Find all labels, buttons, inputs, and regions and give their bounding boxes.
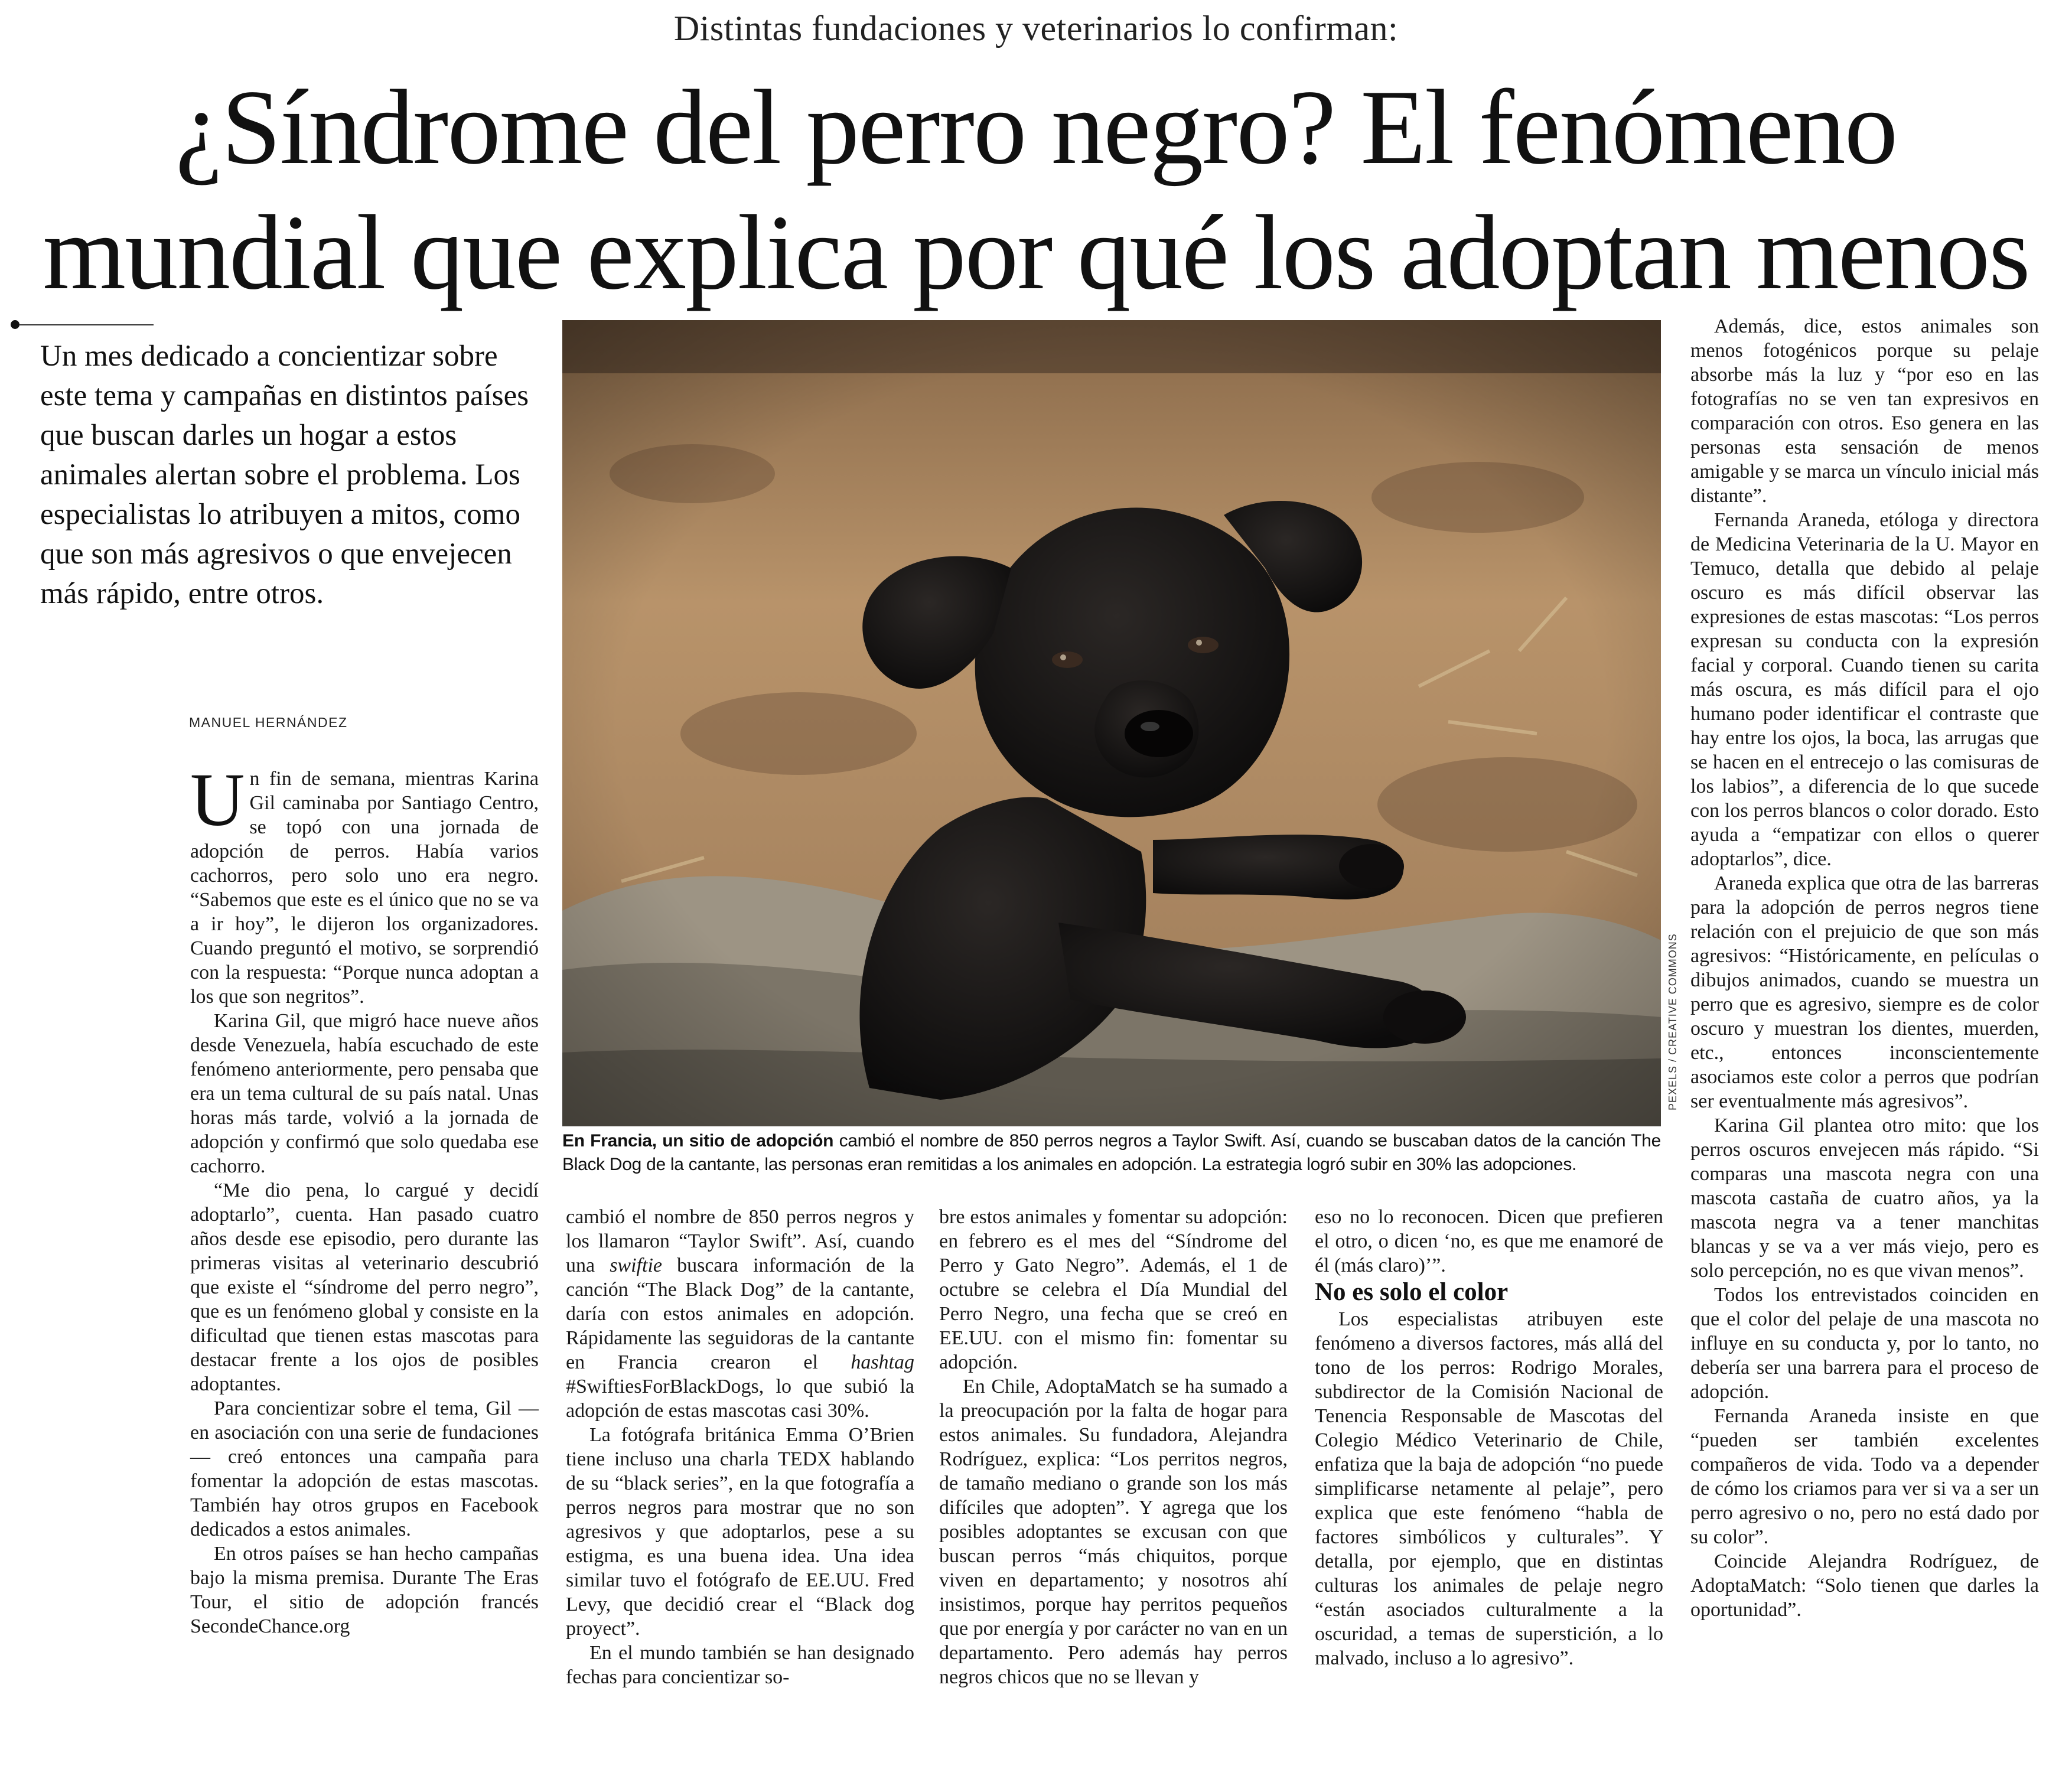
body-paragraph: En otros países se han hecho campañas bajo la misma premisa. Durante The Eras Tour, el sitio de adopción francés SecondeChance.org <box>190 1543 539 1637</box>
emphasis: hashtag <box>851 1351 914 1373</box>
headline-line-2: mundial que explica por qué los adoptan menos <box>43 194 2029 312</box>
drop-cap: U <box>190 758 245 842</box>
body-column-1 <box>190 758 539 1638</box>
paragraph-text: #SwiftiesForBlackDogs, lo que subió la adopción de estas mascotas casi 30%. <box>566 1376 914 1422</box>
body-paragraph: Karina Gil, que migró hace nueve años desde Venezuela, había escuchado de este fenómeno anteriormente, pero pensaba que era un tema cultural de su país natal. Unas horas más tarde, volvió a la jornada de adopción y confirmó que solo quedaba ese cachorro. <box>190 1010 539 1177</box>
body-paragraph: eso no lo reconocen. Dicen que prefieren el otro, o dicen ‘no, es que me enamoré de él (más claro)’”. <box>1315 1206 1663 1276</box>
body-paragraph: “Me dio pena, lo cargué y decidí adoptarlo”, cuenta. Han pasado cuatro años desde ese episodio, pero durante las primeras visitas al veterinario descubrió que existe el “síndrome del perro negro”, que es un fenómeno global y consiste en la dificultad que tienen estas mascotas para destacar frente a los ojos de posibles adoptantes. <box>190 1180 539 1395</box>
body-column-5 <box>1690 314 2039 1622</box>
body-column-3 <box>939 1205 1288 1689</box>
body-paragraph: En el mundo también se han designado fechas para concientizar so- <box>566 1642 914 1688</box>
body-paragraph: Además, dice, estos animales son menos fotogénicos porque su pelaje absorbe más la luz y “por eso en las fotografías no se ven tan expresivos en comparación con otros. Eso genera en las personas esta sensación de menos amigable y se marca un vínculo inicial más distante”. <box>1690 315 2039 507</box>
body-paragraph: Fernanda Araneda, etóloga y directora de Medicina Veterinaria de la U. Mayor en Temuco, detalla que debido al pelaje oscuro es más difícil observar las expresiones de estas mascotas: “Los perros expresan su conducta con la expresión facial y corporal. Cuando tienen su carita más oscura, es más difícil para el ojo humano poder identificar el contraste que hay entre los ojos, la boca, las arrugas que se hacen en el entrecejo o las comisuras de los labios”, a diferencia de lo que sucede con los perros blancos o color dorado. Esto ayuda a “empatizar con ellos o querer adoptarlos”, dice. <box>1690 509 2039 870</box>
headline <box>0 65 2072 315</box>
lede-text: Un mes dedicado a concientizar sobre este tema y campañas en distintos países que buscan darles un hogar a estos animales alertan sobre el problema. Los especialistas lo atribuyen a mitos, como que son más agresivos o que envejecen más rápido, entre otros. <box>40 340 529 610</box>
photo-caption <box>562 1129 1661 1177</box>
caption-text: cambió el nombre de 850 perros negros a Taylor Swift. Así, cuando se buscaban datos de la canción The Black Dog de la cantante, las personas eran remitidas a los animales en adopción. La estrategia logró subir en 30% las adopciones. <box>562 1131 1661 1174</box>
body-paragraph: Araneda explica que otra de las barreras para la adopción de perros negros tiene relación con el prejuicio de que son más agresivos: “Históricamente, en películas o dibujos animados, cuando se muestra un perro que es agresivo, siempre es de color oscuro y muestran los dientes, muerden, etc., entonces inconscientemente asociamos este color a perros que podrían ser eventualmente más agresivos”. <box>1690 872 2039 1112</box>
body-paragraph: Fernanda Araneda insiste en que “pueden ser también excelentes compañeros de vida. Todo va a depender de cómo los criamos para ver si va a ser un perro agresivo o no, pero no está dado por su color”. <box>1690 1405 2039 1548</box>
body-paragraph: Coincide Alejandra Rodríguez, de AdoptaMatch: “Solo tienen que darles la oportunidad”. <box>1690 1550 2039 1621</box>
body-paragraph: bre estos animales y fomentar su adopción: en febrero es el mes del “Síndrome del Perro y Gato Negro”. Además, el 1 de octubre se celebra el Día Mundial del Perro Negro, una fecha que se creó en EE.UU. con el mismo fin: fomentar su adopción. <box>939 1206 1288 1373</box>
lede-rule <box>11 319 144 331</box>
caption-lead: En Francia, un sitio de adopción <box>562 1131 834 1151</box>
photo-credit-text: PEXELS / CREATIVE COMMONS <box>1667 933 1679 1110</box>
paragraph-text: n fin de semana, mientras Karina Gil caminaba por Santiago Centro, se topó con una jornada de adopción de perros. Había varios cachorros, pero solo uno era negro. “Sabemos que este es el único que no se va a ir hoy”, le dijeron los organizadores. Cuando preguntó el motivo, se sorprendió con la respuesta: “Porque nunca adoptan a los que son negritos”. <box>190 768 539 1008</box>
subheading: No es solo el color <box>1315 1278 1509 1306</box>
body-column-2 <box>566 1205 914 1689</box>
body-paragraph: Para concientizar sobre el tema, Gil —en asociación con una serie de fundaciones— creó entonces una campaña para fomentar la adopción de estas mascotas. También hay otros grupos en Facebook dedicados a estos animales. <box>190 1397 539 1540</box>
paragraph-text: buscara información de la canción “The Black Dog” de la cantante, daría con estos animales en adopción. Rápidamente las seguidoras de la cantante en Francia crearon el <box>566 1255 915 1373</box>
bullet-dot-icon <box>11 320 19 329</box>
byline: MANUEL HERNÁNDEZ <box>189 715 348 730</box>
body-paragraph: La fotógrafa británica Emma O’Brien tiene incluso una charla TEDX hablando de su “black series”, en la que fotografía a perros negros para mostrar que no son agresivos y que adoptarlos, pese a su estigma, es una buena idea. Una idea similar tuvo el fotógrafo de EE.UU. Fred Levy, que decidió crear el “Black dog proyect”. <box>566 1424 914 1640</box>
dog-photo <box>562 320 1661 1126</box>
body-paragraph: Todos los entrevistados coinciden en que el color del pelaje de una mascota no influye en su conducta y, por lo tanto, no debería ser una barrera para el proceso de adopción. <box>1690 1284 2039 1403</box>
paragraph-text: cambió el nombre de 850 perros negros y los llamaron “Taylor Swift”. Así, cuando una <box>566 1206 914 1276</box>
body-paragraph: Karina Gil plantea otro mito: que los perros oscuros envejecen más rápido. “Si comparas una mascota negra con una mascota castaña de cuatro años, ya la mascota negra va a tener manchitas blancas y se va a ver más viejo, pero es solo percepción, no es que vivan menos”. <box>1690 1115 2039 1282</box>
kicker: Distintas fundaciones y veterinarios lo confirman: <box>673 9 1399 48</box>
lede <box>40 337 548 614</box>
body-paragraph <box>566 1205 914 1423</box>
body-column-4 <box>1315 1205 1663 1670</box>
divider <box>19 324 154 325</box>
emphasis: swiftie <box>610 1255 662 1276</box>
body-paragraph <box>190 758 539 1009</box>
body-paragraph: Los especialistas atribuyen este fenómeno a diversos factores, más allá del tono de los perros: Rodrigo Morales, subdirector de la Comisión Nacional de Tenencia Responsable de Mascotas del Colegio Médico Veterinario de Chile, enfatiza que la baja de adopción “no puede simplificarse netamente al pelaje”, pero explica que este fenómeno “habla de factores simbólicos y culturales”. Y detalla, por ejemplo, que en distintas culturas los animales de pelaje negro “están asociados culturalmente a la oscuridad, a temas de superstición, a lo malvado, incluso a lo agresivo”. <box>1315 1308 1663 1669</box>
headline-line-1: ¿Síndrome del perro negro? El fenómeno <box>175 69 1897 187</box>
black-puppy-illustration <box>562 320 1661 1126</box>
body-paragraph: En Chile, AdoptaMatch se ha sumado a la preocupación por la falta de hogar para estos animales. Su fundadora, Alejandra Rodríguez, explica: “Los perritos negros, de tamaño mediano o grande son los más difíciles que adopten”. Y agrega que los posibles adoptantes se excusan con que buscan perros “más chiquitos, porque viven en departamento; y nosotros ahí insistimos, porque hay perritos pequeños que por energía y por carácter no van en un departamento. Pero además hay perros negros chicos que no se llevan y <box>939 1376 1288 1688</box>
